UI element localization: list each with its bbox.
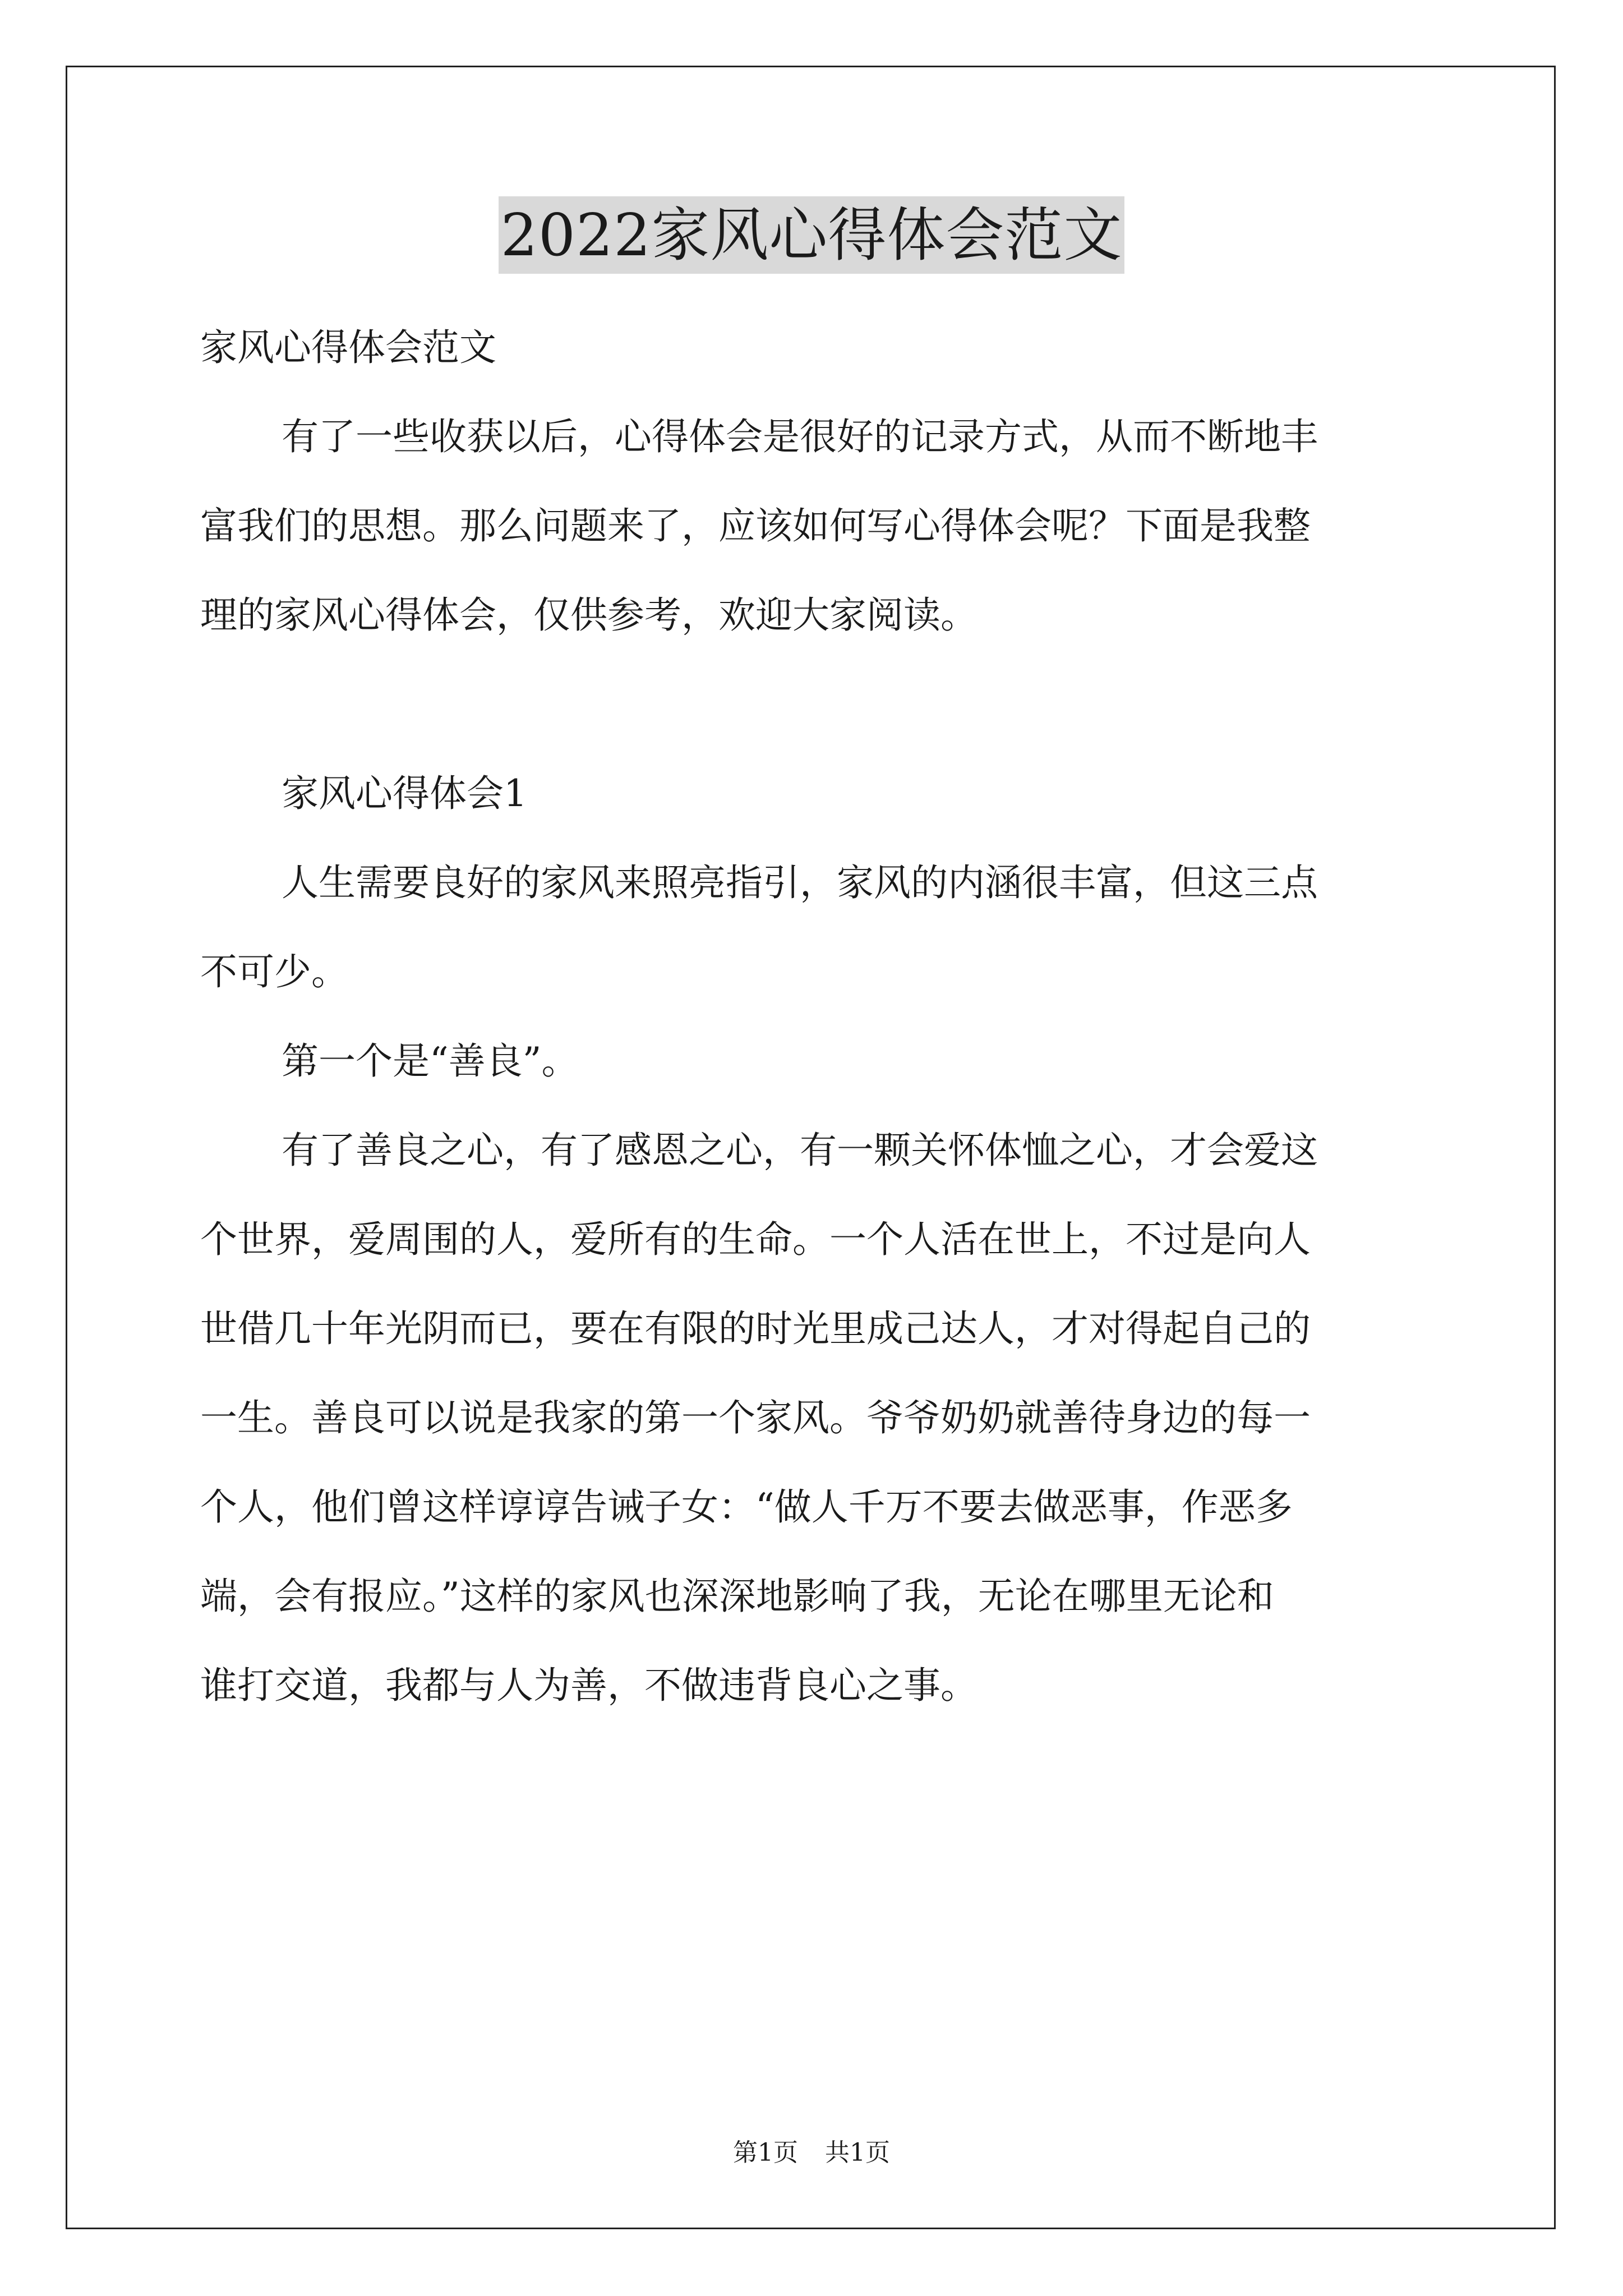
intro-line: 有了一些收获以后，心得体会是很好的记录方式，从而不断地丰 [282, 415, 1318, 458]
intro-line: 理的家风心得体会，仅供参考，欢迎大家阅读。 [200, 593, 978, 637]
title-container [0, 196, 1623, 274]
document-title: 2022家风心得体会范文 [499, 196, 1125, 274]
document-body [200, 303, 1434, 1730]
subtitle: 家风心得体会范文 [200, 326, 496, 369]
paragraph-line: 一生。善良可以说是我家的第一个家风。爷爷奶奶就善待身边的每一 [200, 1396, 1311, 1439]
blank-line [200, 660, 1434, 749]
point-heading: 第一个是“善良”。 [282, 1039, 579, 1083]
intro-line: 富我们的思想。那么问题来了，应该如何写心得体会呢？下面是我整 [200, 504, 1311, 547]
paragraph-line: 个世界，爱周围的人，爱所有的生命。一个人活在世上，不过是向人 [200, 1218, 1311, 1261]
paragraph-line: 个人，他们曾这样谆谆告诫子女：“做人千万不要去做恶事，作恶多 [200, 1485, 1293, 1529]
section-heading: 家风心得体会1 [282, 772, 527, 815]
paragraph-line: 不可少。 [200, 950, 348, 993]
page-number: 第1页 [733, 2138, 798, 2167]
page-total: 共1页 [825, 2138, 890, 2167]
paragraph-line: 端，会有报应。”这样的家风也深深地影响了我，无论在哪里无论和 [200, 1575, 1274, 1618]
paragraph-line: 有了善良之心，有了感恩之心，有一颗关怀体恤之心，才会爱这 [282, 1129, 1318, 1172]
paragraph-line: 世借几十年光阴而已，要在有限的时光里成己达人，才对得起自己的 [200, 1307, 1311, 1350]
page-footer [0, 2136, 1623, 2170]
paragraph-line: 人生需要良好的家风来照亮指引，家风的内涵很丰富，但这三点 [282, 861, 1318, 904]
paragraph-line: 谁打交道，我都与人为善，不做违背良心之事。 [200, 1664, 978, 1707]
